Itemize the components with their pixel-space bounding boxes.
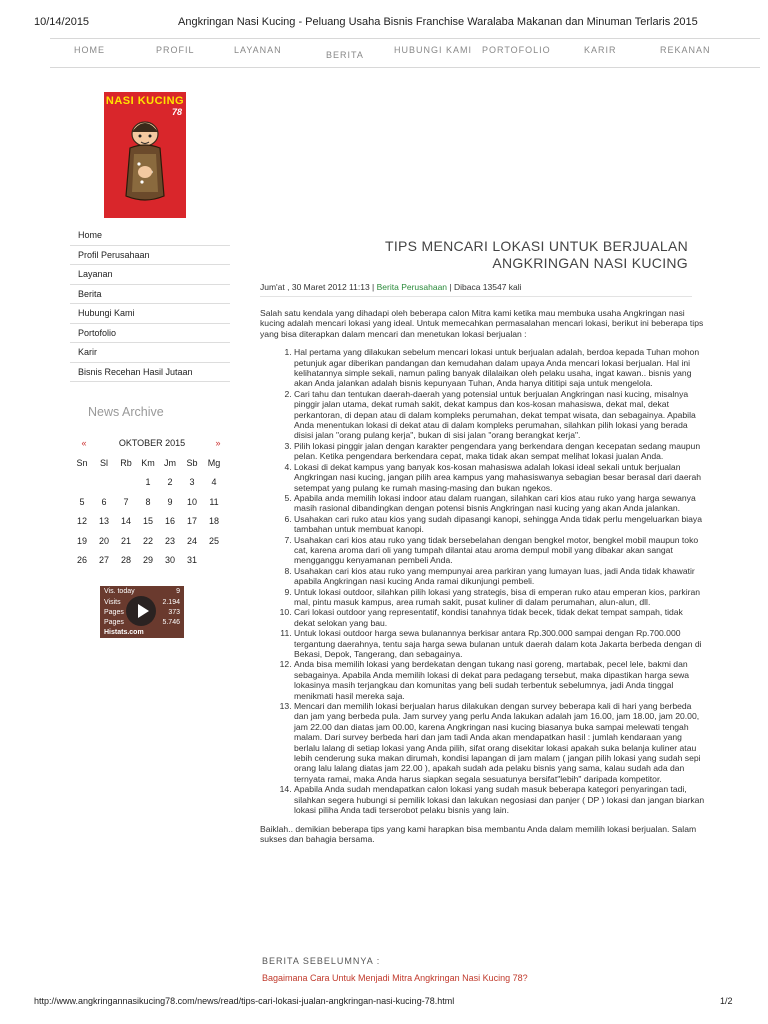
tip-item: 14. Apabila Anda sudah mendapatkan calon lokasi yang sudah masuk beberapa kategori penyaringan tadi, silahkan segera hubungi si pemilik lokasi dan lakukan negosiasi dan panjer ( DP ) lokasi dan jangan biarkan lokasi piliha Anda tadi terserobot pelaku bisnis yang lain. [294, 784, 706, 815]
main-nav [50, 38, 760, 68]
tip-item: 8. Usahakan cari kios atau ruko yang mempunyai area parkiran yang lumayan luas, jadi Anda tidak khawatir apabila Angkringan nasi kucing Anda ramai dikunjungi pembeli. [294, 566, 706, 587]
tip-item: 4. Lokasi di dekat kampus yang banyak kos-kosan mahasiswa adalah lokasi ideal sekali untuk berjualan Angkringan nasi kucing, jangan pilih area kampus yang mahasiswanya sebagian besar berasal dari daerah setempat yang pulang ke rumah masing-masing dan bukan ngekos. [294, 462, 706, 493]
calendar-day[interactable]: 24 [186, 535, 197, 546]
calendar-day[interactable]: 28 [120, 555, 131, 565]
calendar-day[interactable]: 6 [101, 496, 107, 507]
tip-item: 13. Mencari dan memilih lokasi berjualan harus dilakukan dengan survey beberapa kali di hari yang berbeda dan jam yang berbeda pula. Jam survey yang perlu Anda lakukan adalah jam 16.00, jam 18.00, jam 20.00, jam 22.00 dan diatas jam 00.00, karena Angkringan nasi kucing biasanya buka sampai melewati tengah malam. Dari survey berbeda hari dan jam tadi Anda akan mendapatkan hasil : jumlah kendaraan yang berlalu lalang di setiap lokasi yang Anda pilih, sifat orang disekitar lokasi apakah suka belanja kuliner atau lebih cenderung suka makan dirumah, kondisi lapangan di jam malam ( jangan pilih lokasi yang sudah sepi orang lalu lalang diatas jam 22.00 ), apakah sudah ada pelaku bisnis yang sama, kalau sudah ada dan ternyata ramai, maka Anda harus siapkan segala sesuatunya bersifat"lebih" daripada kompetitor. [294, 701, 706, 784]
nav-karir[interactable]: KARIR [584, 45, 617, 55]
sidebar-item-home[interactable]: Home [70, 226, 230, 246]
calendar-day[interactable]: 9 [167, 496, 173, 507]
calendar-day[interactable]: 19 [76, 535, 87, 546]
previous-news-label: BERITA SEBELUMNYA : [262, 956, 381, 966]
sidebar-item-layanan[interactable]: Layanan [70, 265, 230, 285]
tips-list [260, 347, 706, 815]
calendar-day[interactable]: 30 [164, 555, 175, 565]
archive-calendar [72, 438, 232, 575]
calendar-day[interactable]: 29 [142, 555, 153, 565]
tip-item: 6. Usahakan cari ruko atau kios yang sudah dipasangi kanopi, sehingga Anda tidak perlu mengeluarkan biaya tambahan untuk membuat kanopi. [294, 514, 706, 535]
calendar-day[interactable]: 20 [98, 535, 109, 546]
calendar-week [72, 477, 232, 497]
tip-item: 3. Pilih lokasi pinggir jalan dengan karakter pengendara yang berkendara dengan kecepatan sedang maupun pelan. Ketika pengendara berkendara cepat, maka tidak akan sempat melihat lokasi jualan Anda. [294, 441, 706, 462]
mascot-illustration [104, 92, 186, 218]
calendar-day[interactable]: 14 [120, 516, 131, 526]
nav-portofolio[interactable]: PORTOFOLIO [482, 45, 551, 55]
tip-item: 1. Hal pertama yang dilakukan sebelum mencari lokasi untuk berjualan adalah, berdoa kepada Tuhan mohon petunjuk agar diberikan pandangan dan kemudahan dalam upaya Anda mencari lokasi berjualan. Hal ini kelihatannya simple sekali, namun paling banyak dilalaikan oleh pelaku usaha, ingat kawan.. bisnis yang akan Anda jalankan adalah bisnis kepunyaan Tuhan, Anda hanya dititipi saja untuk mengelola. [294, 347, 706, 389]
calendar-weekday: Km [141, 457, 155, 468]
calendar-day[interactable]: 23 [164, 535, 175, 546]
nav-profil[interactable]: PROFIL [156, 45, 195, 55]
nav-rekanan[interactable]: REKANAN [660, 45, 711, 55]
article-title [300, 238, 688, 272]
calendar-next-arrow[interactable]: » [215, 438, 221, 448]
calendar-day[interactable]: 25 [208, 535, 219, 546]
calendar-day[interactable]: 4 [211, 477, 217, 487]
calendar-day[interactable]: 31 [186, 555, 197, 565]
calendar-day[interactable]: 11 [209, 496, 219, 507]
calendar-weekdays [72, 458, 232, 478]
article-views: | Dibaca 13547 kali [449, 282, 522, 292]
brand-logo[interactable] [104, 92, 186, 218]
logo-brand-text: NASI KUCING [105, 95, 185, 107]
calendar-week [72, 497, 232, 517]
histats-widget[interactable] [100, 586, 184, 638]
nav-layanan[interactable]: LAYANAN [234, 45, 282, 55]
sidebar-item-portofolio[interactable]: Portofolio [70, 324, 230, 344]
calendar-day[interactable]: 2 [167, 477, 173, 487]
article-title-line1: TIPS MENCARI LOKASI UNTUK BERJUALAN [384, 238, 688, 254]
calendar-day[interactable]: 5 [79, 496, 85, 507]
calendar-day[interactable]: 15 [142, 516, 153, 526]
article-closing: Baiklah.. demikian beberapa tips yang kami harapkan bisa membantu Anda dalam memilih lokasi berjualan. Salam sukses dan bahagia bersama. [260, 823, 697, 844]
tip-item: 12. Anda bisa memilih lokasi yang berdekatan dengan tukang nasi goreng, martabak, pecel lele, bakmi dan sebagainya. Apabila Anda memilih lokasi di dekat para pedagang tersebut, maka dipastikan harga sewa lokasinya masih terjangkau dan komunitas yang beli sudah terbentuk sebelumnya, jadi Anda tinggal menikmati hasil mereka saja. [294, 659, 706, 701]
print-date: 10/14/2015 [34, 16, 90, 28]
tip-item: 5. Apabila anda memilih lokasi indoor atau dalam ruangan, silahkan cari kios atau ruko yang harga sewanya masih rasional dibandingkan dengan potensi bisnis Angkringan nasi kucing yang akan Anda jalankan. [294, 493, 706, 514]
print-page-number: 1/2 [720, 996, 733, 1006]
widget-value-pages-total: 5.746 [162, 619, 180, 626]
calendar-weekday: Sb [186, 457, 198, 468]
article-meta [260, 282, 690, 292]
nav-berita[interactable]: BERITA [326, 50, 364, 60]
calendar-day[interactable]: 1 [145, 477, 151, 487]
tip-item: 10. Cari lokasi outdoor yang representatif, kondisi tanahnya tidak becek, tidak dekat tempat sampah, tidak dekat selokan yang bau. [294, 607, 706, 628]
calendar-header [72, 438, 232, 458]
calendar-day[interactable]: 13 [98, 516, 109, 526]
widget-value-pages: 373 [168, 609, 180, 616]
widget-value-vis-today: 9 [176, 588, 180, 595]
calendar-day[interactable]: 16 [164, 516, 175, 526]
calendar-prev-arrow[interactable]: « [81, 438, 87, 448]
sidebar-item-karir[interactable]: Karir [70, 343, 230, 363]
article-date: Jum'at , 30 Maret 2012 11:13 | [260, 282, 375, 292]
calendar-day[interactable]: 26 [76, 555, 87, 565]
calendar-day[interactable]: 17 [186, 516, 197, 526]
sidebar-item-hubungi-kami[interactable]: Hubungi Kami [70, 304, 230, 324]
widget-label-visits: Visits [104, 599, 121, 606]
calendar-day[interactable]: 22 [142, 535, 153, 546]
nav-hubungi-kami[interactable]: HUBUNGI KAMI [394, 45, 473, 55]
widget-label-pages-total: Pages [104, 619, 124, 626]
play-icon[interactable] [126, 596, 156, 626]
widget-label-pages: Pages [104, 609, 124, 616]
widget-label-vis-today: Vis. today [104, 588, 135, 595]
sidebar-item-berita[interactable]: Berita [70, 285, 230, 305]
calendar-week [72, 536, 232, 556]
tip-item: 11. Untuk lokasi outdoor harga sewa bulanannya berkisar antara Rp.300.000 sampai dengan Rp.700.000 tergantung daerahnya, tentu saja harga sewa bulanan untuk daerah dalam kota Jakarta berbeda dengan di Bekasi, Depok, Tangerang, dan sebagainya. [294, 628, 706, 659]
calendar-weekday: Sl [99, 457, 108, 468]
calendar-day[interactable]: 8 [145, 496, 151, 507]
print-page-title: Angkringan Nasi Kucing - Peluang Usaha Bisnis Franchise Waralaba Makanan dan Minuman Terlaris 2015 [178, 16, 698, 28]
calendar-day[interactable]: 7 [123, 496, 129, 507]
calendar-day[interactable]: 18 [208, 516, 219, 526]
sidebar-nav [70, 226, 230, 382]
article-body [260, 308, 706, 844]
calendar-weekday: Sn [76, 457, 88, 468]
calendar-week [72, 555, 232, 575]
widget-value-visits: 2.194 [162, 599, 180, 606]
calendar-weekday: Mg [207, 457, 221, 468]
calendar-weekday: Jm [164, 457, 176, 468]
article-intro: Salah satu kendala yang dihadapi oleh beberapa calon Mitra kami ketika mau membuka usaha Angkringan nasi kucing adalah mencari lokasi yang ideal. Untuk memecahkan permasalahan mencari lokasi, berikut ini beberapa tips yang bisa diterapkan dalam mencari dan menetukan lokasi berjualan : [260, 308, 704, 339]
sidebar-item-profil-perusahaan[interactable]: Profil Perusahaan [70, 246, 230, 266]
news-archive-title: News Archive [88, 405, 164, 419]
calendar-day[interactable]: 27 [98, 555, 109, 565]
calendar-day[interactable]: 21 [120, 535, 131, 546]
article-category-link[interactable]: Berita Perusahaan [376, 282, 448, 292]
tip-item: 7. Usahakan cari kios atau ruko yang tidak bersebelahan dengan bengkel motor, bengkel mobil maupun toko cat, karena aroma dari oli yang tumpah dilantai atau aroma dempul mobil yang dibakar akan sangat mengganggu kenyamanan pembeli Anda. [294, 535, 706, 566]
calendar-week [72, 516, 232, 536]
tip-item: 2. Cari tahu dan tentukan daerah-daerah yang potensial untuk berjualan Angkringan nasi kucing, misalnya pinggir jalan utama, dekat rumah sakit, dekat kampus dan kos-kosan mahasiswa, dekat mal, dekat perkantoran, di depan atau di dalam kompleks perumahan, dekat tempat wisata, dan sebagainya. Apabila Anda menentukan lokasi di dekat atau di dalam kompleks perumahan, silahkan pilih lokasi yang berada disisi jalan "orang pulang kerja", bukan di sisi jalan "orang berangkat kerja". [294, 389, 706, 441]
calendar-weekday: Rb [120, 457, 132, 468]
calendar-day[interactable]: 10 [186, 496, 197, 507]
calendar-day[interactable]: 12 [76, 516, 87, 526]
print-url: http://www.angkringannasikucing78.com/news/read/tips-cari-lokasi-jualan-angkringan-nasi-kucing-78.html [34, 996, 455, 1006]
sidebar-item-bisnis-recehan[interactable]: Bisnis Recehan Hasil Jutaan [70, 363, 230, 383]
previous-news-link[interactable]: Bagaimana Cara Untuk Menjadi Mitra Angkringan Nasi Kucing 78? [262, 973, 528, 983]
nav-home[interactable]: HOME [74, 45, 105, 55]
article-title-line2: ANGKRINGAN NASI KUCING [492, 255, 688, 271]
calendar-day[interactable]: 3 [189, 477, 195, 487]
divider [260, 296, 692, 297]
logo-number: 78 [171, 107, 182, 117]
tip-item: 9. Untuk lokasi outdoor, silahkan pilih lokasi yang strategis, bisa di emperan ruko atau emperan kios, parkiran mal, pintu masuk kampus, area rumah sakit, pusat kuliner di dalam perumahan, alun-alun, dll. [294, 587, 706, 608]
widget-brand: Histats.com [104, 629, 144, 636]
calendar-month: OKTOBER 2015 [118, 438, 186, 448]
